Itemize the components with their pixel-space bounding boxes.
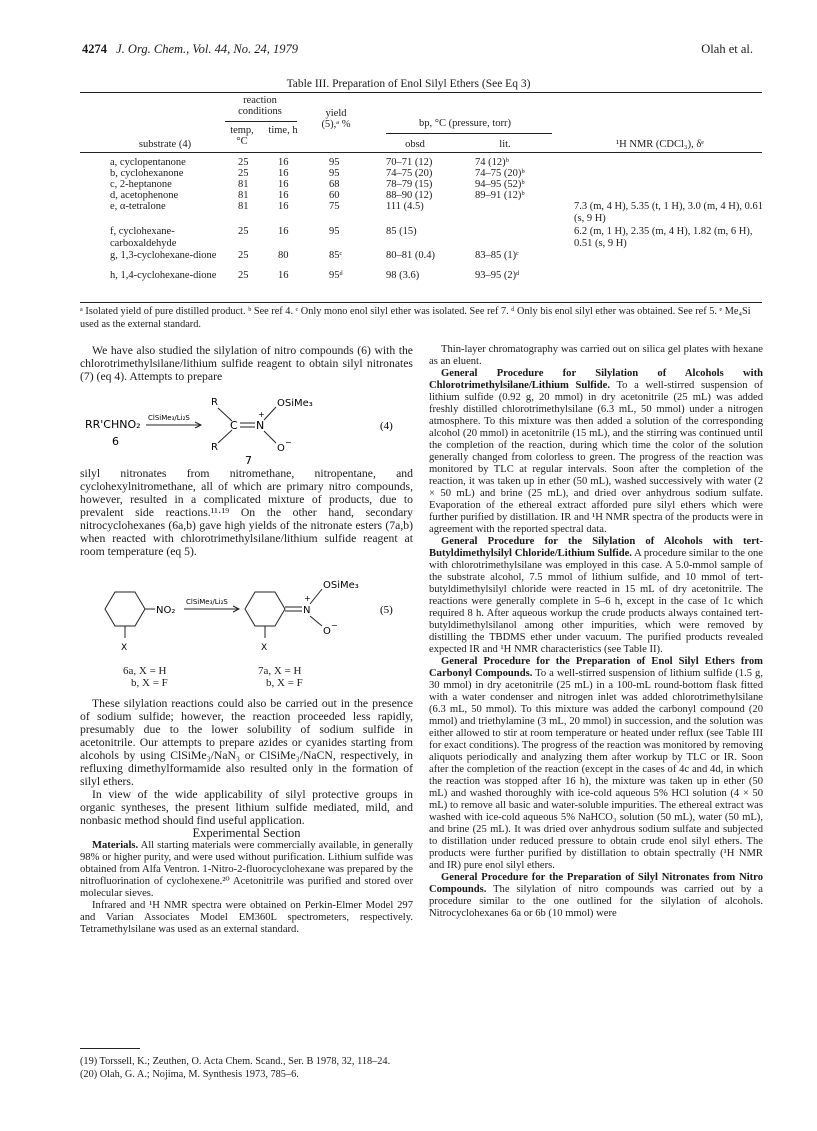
procedure-4-heading: General Procedure for the Preparation of Silyl Nitronates from Nitro Compounds. — [429, 872, 763, 895]
table-cell-lit: 93–95 (2)ᵈ — [475, 270, 520, 281]
header-temp: temp, °C — [230, 125, 254, 147]
table-cell-temp: 25 — [238, 157, 249, 168]
table-cell-temp: 81 — [238, 179, 249, 190]
equation-5-structure — [80, 574, 413, 664]
table-cell-time: 16 — [278, 179, 289, 190]
eq4-product-group: OSiMe₃ — [277, 398, 313, 409]
materials-heading: Materials. — [92, 840, 139, 851]
eq5-compound-7a: 7a, X = H — [258, 665, 302, 677]
materials-text: All starting materials were commercially available, in generally 98% or higher purity, and were used without purification. Lithium sulfide was obtained from Alfa Ventron. 1-Nitro-2-fluorocyclohexane was prepared by the nitrofluorination of cyclohexene.²⁰ Acetonitrile was purified and stored over molecular sieves. — [80, 840, 413, 899]
table-cell-obsd: 74–75 (20) — [386, 168, 433, 179]
table-cell-temp: 81 — [238, 190, 249, 201]
table-cell-time: 16 — [278, 168, 289, 179]
svg-text:+: + — [304, 594, 311, 603]
eq4-reactant: RR'CHNO₂ — [85, 418, 141, 431]
table-cell-temp: 25 — [238, 226, 249, 237]
header-bp: bp, °C (pressure, torr) — [419, 118, 511, 129]
section-title: Experimental Section — [192, 826, 301, 840]
svg-text:N: N — [303, 605, 311, 616]
table-cell-time: 16 — [278, 190, 289, 201]
table-cell-temp: 81 — [238, 201, 249, 212]
procedure-2-heading: General Procedure for the Silylation of Alcohols with tert-Butyldimethylsilyl Chloride/Lithium Sulfide. — [429, 536, 763, 559]
table-cell-yield: 85ᶜ — [329, 250, 343, 261]
eq5-compound-6a: 6a, X = H — [123, 665, 167, 677]
footnote-rule — [80, 1048, 140, 1049]
table-cell-temp: 25 — [238, 270, 249, 281]
eq4-arrow-reagent: ClSiMe₃/Li₂S — [148, 414, 190, 422]
header-yield: yield (5),ᵃ % — [321, 108, 351, 130]
svg-text:R: R — [211, 442, 218, 453]
svg-text:−: − — [331, 621, 338, 630]
eq4-label: (4) — [380, 420, 393, 432]
left-column-top — [80, 344, 413, 383]
table-cell-time: 16 — [278, 157, 289, 168]
paragraph-nitronate: silyl nitronates from nitromethane, nitropentane, and cyclohexylnitromethane, all of which are primary nitro compounds, however, resulted in a complicated mixture of products, due to prevalent side reactions.¹¹·¹⁹ On the other hand, secondary nitrocyclohexanes (6a,b) gave high yields of the nitronate esters (7a,b) when reacted with chlorotrimethylsilane/lithium sulfide reagent at room temperature (eq 5). — [80, 467, 413, 558]
header-time: time, h — [268, 125, 298, 136]
svg-text:R: R — [211, 397, 218, 408]
equation-4-structure — [80, 387, 413, 465]
table-footnote: ᵃ Isolated yield of pure distilled product. ᵇ See ref 4. ᶜ Only mono enol silyl ether was isolated. See ref 7. ᵈ Only bis enol silyl ether was obtained. See ref 5. ᵉ Me₄Si used as the external standard. — [80, 306, 751, 330]
eq4-product-number: 7 — [245, 454, 252, 467]
table-cell-obsd: 78–79 (15) — [386, 179, 433, 190]
header-nmr: ¹H NMR (CDCl₃), δᵉ — [616, 139, 704, 150]
table-cell-substrate: e, α-tetralone — [110, 201, 166, 212]
table-cell-nmr: 7.3 (m, 4 H), 5.35 (t, 1 H), 3.0 (m, 4 H), 0.61 (s, 9 H) — [574, 201, 763, 224]
paragraph-conclusion: In view of the wide applicability of silyl protective groups in organic syntheses, the present lithium sulfide mediated, mild, and nonbasic method should find useful application. — [80, 788, 413, 827]
header-subrule-bp — [386, 133, 552, 134]
header-subrule-conditions — [225, 121, 297, 122]
author-header: Olah et al. — [701, 42, 753, 56]
svg-text:X: X — [261, 643, 268, 653]
paragraph-spectra: Infrared and ¹H NMR spectra were obtained on Perkin-Elmer Model 297 and Varian Associates Model EM360L spectrometers, respectively. Tetramethylsilane was used as an external standard. — [80, 900, 413, 935]
running-header — [82, 42, 298, 57]
table-cell-obsd: 98 (3.6) — [386, 270, 420, 281]
eq5-compound-7b: b, X = F — [266, 677, 303, 689]
left-column-lower — [80, 697, 413, 936]
svg-text:6: 6 — [112, 435, 119, 448]
table-cell-temp: 25 — [238, 250, 249, 261]
table-cell-yield: 60 — [329, 190, 340, 201]
table-cell-substrate: c, 2-heptanone — [110, 179, 172, 190]
table-cell-substrate: a, cyclopentanone — [110, 157, 186, 168]
table-cell-yield: 95 — [329, 226, 340, 237]
svg-text:O: O — [323, 626, 331, 637]
header-lit: lit. — [499, 139, 511, 150]
table-cell-time: 16 — [278, 270, 289, 281]
svg-text:+: + — [258, 410, 265, 419]
svg-text:−: − — [285, 438, 292, 447]
table-cell-substrate: b, cyclohexanone — [110, 168, 184, 179]
table-cell-yield: 75 — [329, 201, 340, 212]
table-cell-nmr: 6.2 (m, 1 H), 2.35 (m, 4 H), 1.82 (m, 6 H), 0.51 (s, 9 H) — [574, 226, 753, 249]
table-cell-substrate: d, acetophenone — [110, 190, 179, 201]
table-cell-yield: 68 — [329, 179, 340, 190]
table-cell-time: 16 — [278, 201, 289, 212]
left-column-mid — [80, 467, 413, 558]
table-cell-lit: 74–75 (20)ᵇ — [475, 168, 525, 179]
header-substrate: substrate (4) — [138, 139, 192, 150]
procedure-2-text: A procedure similar to the one with chlorotrimethylsilane was employed in this case. A 5.0-mmol sample of the substrate alcohol, 7.5 mmol of lithium sulfide, and 10 mmol of tert-butyldimethylsilyl chloride were reacted in 15 mL of dry acetonitrile. The reactions were generally complete in 5–6 h, except in the case of 1c which required 8 h. After aqueous workup the crude products always contained tert-butyldimethylsilanol among other impurities, which were removed by distilling the TBDMS ether under vacuum. The purified products revealed expected IR and ¹H NMR characteristics (see Table II). — [429, 548, 763, 655]
paragraph-sodium-sulfide: These silylation reactions could also be carried out in the presence of sodium sulfide; however, the reaction proceeded less rapidly, presumably due to the lower solubility of sodium sulfide in acetonitrile. Our attempts to prepare azides or cyanides starting from alcohols by using ClSiMe₃/NaN₃ or ClSiMe₃/NaCN, respectively, in refluxing dimethylformamide also resulted only in the formation of silyl ethers. — [80, 697, 413, 788]
table-title: Table III. Preparation of Enol Silyl Ethers (See Eq 3) — [286, 78, 531, 90]
table-cell-obsd: 88–90 (12) — [386, 190, 433, 201]
page-number: 4274 — [82, 42, 107, 56]
svg-text:C: C — [230, 419, 238, 432]
table-cell-time: 80 — [278, 250, 289, 261]
references — [80, 1056, 413, 1082]
table-cell-obsd: 85 (15) — [386, 226, 417, 237]
eq5-product-group: OSiMe₃ — [323, 580, 359, 591]
paragraph-tlc: Thin-layer chromatography was carried out on silica gel plates with hexane as an eluent. — [429, 344, 763, 367]
table-cell-yield: 95ᵈ — [329, 270, 343, 281]
table-cell-obsd: 111 (4.5) — [386, 201, 424, 212]
table-top-rule — [80, 92, 762, 93]
eq5-arrow-reagent: ClSiMe₃/Li₂S — [186, 598, 228, 606]
table-cell-time: 16 — [278, 226, 289, 237]
eq5-compound-6b: b, X = F — [131, 677, 168, 689]
table-bottom-rule — [80, 302, 762, 303]
svg-text:X: X — [121, 643, 128, 653]
table-cell-substrate: f, cyclohexane-carboxaldehyde — [110, 226, 177, 249]
table-cell-obsd: 80–81 (0.4) — [386, 250, 435, 261]
procedure-3-heading: General Procedure for the Preparation of Enol Silyl Ethers from Carbonyl Compounds. — [429, 656, 763, 679]
eq5-label: (5) — [380, 604, 393, 616]
equation-5 — [80, 574, 413, 664]
paragraph-nitro-intro: We have also studied the silylation of nitro compounds (6) with the chlorotrimethylsilane/lithium sulfide reagent to obtain silyl nitronates (7) (eq 4). Attempts to prepare — [80, 344, 413, 383]
table-cell-lit: 89–91 (12)ᵇ — [475, 190, 525, 201]
procedure-4-text: The silylation of nitro compounds was carried out by a procedure similar to the one outlined for the silylation of alcohols. Nitrocyclohexanes 6a or 6b (10 mmol) were — [429, 884, 763, 919]
table-cell-lit: 94–95 (52)ᵇ — [475, 179, 525, 190]
header-reaction-conditions: reaction conditions — [238, 95, 282, 117]
procedure-3-text: To a well-stirred suspension of lithium sulfide (1.5 g, 30 mmol) in dry acetonitrile (25 mL) in a 100-mL round-bottom flask fitted with a water condenser and nitrogen inlet was added chlorotrimethylsilane (6.3 mL, 50 mmol). To this mixture was added the carbonyl compound (20 mmol) and triethylamine (3 mL, 20 mmol) in succession, and the solution was either allowed to stir at room temperature or heated under reflux (see Table III for exact conditions). The progress of the reaction was monitored by removing aliquots periodically and analyzing them after workup by TLC or IR. Soon after the completion of the reaction (except in the cases of 4c and 4d, in which the reaction was stopped after 16 h), the mixture was taken up in ether (50 mL) and washed thoroughly with ice-cold aqueous 5% HCl solution (4 × 50 mL) to remove all basic and water-soluble impurities. The ethereal extract was washed with ice-cold aqueous 5% NaHCO₃ solution (50 mL), water (50 mL), and brine (25 mL). It was dried over anhydrous sodium sulfate and subjected to distillation under reduced pressure to obtain crude enol silyl ethers. The products were further purified by distillation to obtain spectrally (¹H NMR and IR) pure enol silyl ethers. — [429, 668, 763, 871]
journal-citation: J. Org. Chem., Vol. 44, No. 24, 1979 — [116, 42, 298, 56]
table-header-rule — [80, 152, 762, 153]
table-cell-substrate: h, 1,4-cyclohexane-dione — [110, 270, 217, 281]
table-cell-temp: 25 — [238, 168, 249, 179]
table-cell-yield: 95 — [329, 157, 340, 168]
reference-20: (20) Olah, G. A.; Nojima, M. Synthesis 1973, 785–6. — [80, 1069, 299, 1080]
table-cell-lit: 74 (12)ᵇ — [475, 157, 509, 168]
right-column — [429, 344, 763, 920]
procedure-1-text: To a well-stirred suspension of lithium sulfide (0.92 g, 20 mmol) in dry acetonitrile (25 mL) was added freshly distilled chlorotrimethylsilane (6.3 mL, 50 mmol) under a nitrogen atmosphere. To this mixture was then added a solution of the corresponding alcohol (20 mmol) in acetonitrile (15 mL), and the stirring was continued until the completion of the reaction, during which time the color of the solution generally changed from colorless to green. The progress of the reaction was monitored by TLC at regular intervals. Soon after the completion of the reaction, it was taken up in ether (50 mL), washed successively with water (2 × 50 mL) and brine (25 mL), and dried over anhydrous sodium sulfate. Evaporation of the ethereal extract afforded pure silyl ethers which were further purified by distillation. IR and ¹H NMR spectra of the products were in agreement with the reported spectral data. — [429, 380, 763, 535]
header-obsd: obsd — [405, 139, 425, 150]
table-cell-yield: 95 — [329, 168, 340, 179]
svg-text:NO₂: NO₂ — [156, 605, 176, 616]
table-cell-substrate: g, 1,3-cyclohexane-dione — [110, 250, 217, 261]
reference-19: (19) Torssell, K.; Zeuthen, O. Acta Chem. Scand., Ser. B 1978, 32, 118–24. — [80, 1056, 391, 1067]
svg-text:N: N — [256, 419, 265, 432]
table-cell-obsd: 70–71 (12) — [386, 157, 433, 168]
procedure-1-heading: General Procedure for Silylation of Alcohols with Chlorotrimethylsilane/Lithium Sulfide. — [429, 368, 763, 391]
table-cell-lit: 83–85 (1)ᶜ — [475, 250, 519, 261]
svg-text:O: O — [277, 443, 285, 454]
equation-4 — [80, 387, 413, 465]
